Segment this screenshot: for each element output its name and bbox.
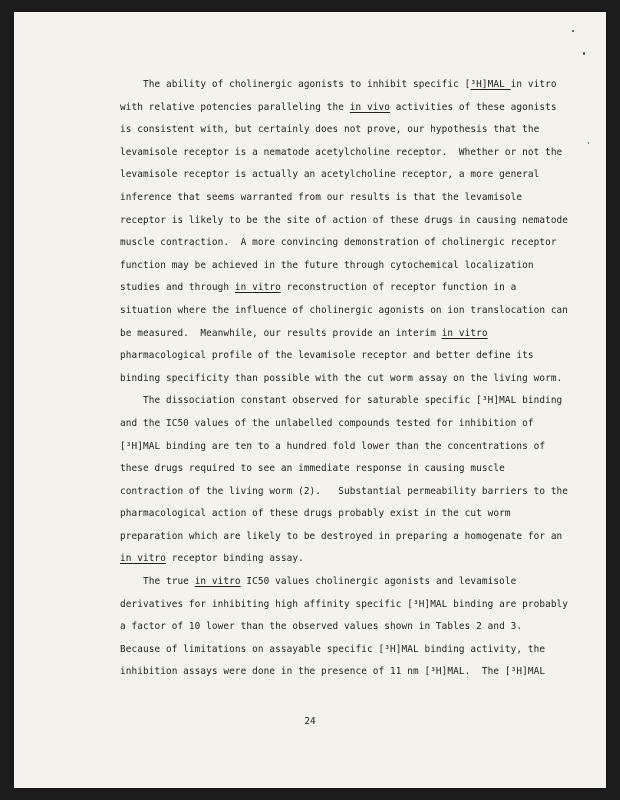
text-line <box>120 661 590 684</box>
text-segment: IC50 values cholinergic agonists and levamisole <box>240 576 517 588</box>
text-segment: be measured. Meanwhile, our results provide an interim <box>120 327 442 339</box>
text-segment: derivatives for inhibiting high affinity specific [³H]MAL binding are probably <box>120 598 569 610</box>
text-line <box>120 119 590 142</box>
underlined-term: in vitro <box>120 553 166 565</box>
text-segment: [³H]MAL binding are ten to a hundred fold lower than the concentrations of <box>120 440 546 452</box>
text-segment: reconstruction of receptor function in a <box>280 282 517 294</box>
underlined-term: in vivo <box>349 101 390 113</box>
text-segment: The true <box>120 576 195 588</box>
text-segment: binding specificity than possible with the cut worm assay on the living worm. <box>120 372 563 384</box>
text-segment: in vitro <box>510 79 557 90</box>
underlined-term: in vitro <box>234 282 281 294</box>
text-line <box>120 187 590 210</box>
text-line <box>120 594 590 617</box>
text-line <box>120 345 590 368</box>
text-line <box>120 390 590 413</box>
page-number: 24 <box>304 716 316 727</box>
text-line <box>120 481 590 504</box>
text-segment: pharmacological profile of the levamisole receptor and better define its <box>120 350 534 362</box>
text-segment: with relative potencies paralleling the <box>120 101 350 113</box>
text-line <box>120 616 590 639</box>
text-line <box>120 436 590 459</box>
text-segment: inference that seems warranted from our results is that the levamisole <box>120 191 523 203</box>
text-line <box>120 255 590 278</box>
text-line <box>120 142 590 165</box>
text-segment: situation where the influence of cholinergic agonists on ion translocation can <box>120 304 569 316</box>
text-line <box>120 210 590 233</box>
text-line <box>120 232 590 255</box>
text-segment: preparation which are likely to be destroyed in preparing a homogenate for an <box>120 530 563 542</box>
underlined-term: ³H]MAL <box>470 79 511 90</box>
text-segment: and the IC50 values of the unlabelled compounds tested for inhibition of <box>120 417 534 429</box>
text-segment: these drugs required to see an immediate response in causing muscle <box>120 463 505 475</box>
text-segment: is consistent with, but certainly does not prove, our hypothesis that the <box>120 124 540 136</box>
text-segment: levamisole receptor is a nematode acetylcholine receptor. Whether or not the <box>120 146 563 158</box>
text-line <box>120 458 590 481</box>
text-line <box>120 368 590 391</box>
text-line <box>120 503 590 526</box>
text-segment: muscle contraction. A more convincing demonstration of cholinergic receptor <box>120 237 557 249</box>
text-segment: receptor is likely to be the site of action of these drugs in causing nematode <box>120 214 569 226</box>
text-segment: receptor binding assay. <box>165 553 304 565</box>
speck-mark <box>572 30 574 32</box>
text-line <box>120 323 590 346</box>
underlined-term: in vitro <box>194 576 241 588</box>
text-line <box>120 413 590 436</box>
text-segment: inhibition assays were done in the presence of 11 nm [³H]MAL. The [³H]MAL <box>120 666 546 678</box>
text-line <box>120 300 590 323</box>
text-segment: studies and through <box>120 282 235 294</box>
text-line <box>120 164 590 187</box>
text-segment: activities of these agonists <box>390 101 557 113</box>
text-segment: function may be achieved in the future through cytochemical localization <box>120 259 534 271</box>
text-segment: contraction of the living worm (2). Substantial permeability barriers to the <box>120 485 569 497</box>
text-line <box>120 571 590 594</box>
text-segment: The dissociation constant observed for saturable specific [³H]MAL binding <box>120 395 563 407</box>
text-segment: levamisole receptor is actually an acetylcholine receptor, a more general <box>120 169 540 181</box>
text-line <box>120 639 590 662</box>
text-line <box>120 548 590 571</box>
text-line <box>120 97 590 120</box>
underlined-term: in vitro <box>441 327 488 339</box>
text-line <box>120 277 590 300</box>
text-segment: Because of limitations on assayable specific [³H]MAL binding activity, the <box>120 643 546 655</box>
body-text <box>120 74 590 684</box>
text-segment: a factor of 10 lower than the observed values shown in Tables 2 and 3. <box>120 621 523 633</box>
document-page <box>14 12 606 788</box>
speck-mark <box>583 52 585 55</box>
text-segment: The ability of cholinergic agonists to inhibit specific [ <box>120 79 471 90</box>
text-line <box>120 526 590 549</box>
text-segment: pharmacological action of these drugs probably exist in the cut worm <box>120 508 511 520</box>
text-line <box>120 74 590 97</box>
